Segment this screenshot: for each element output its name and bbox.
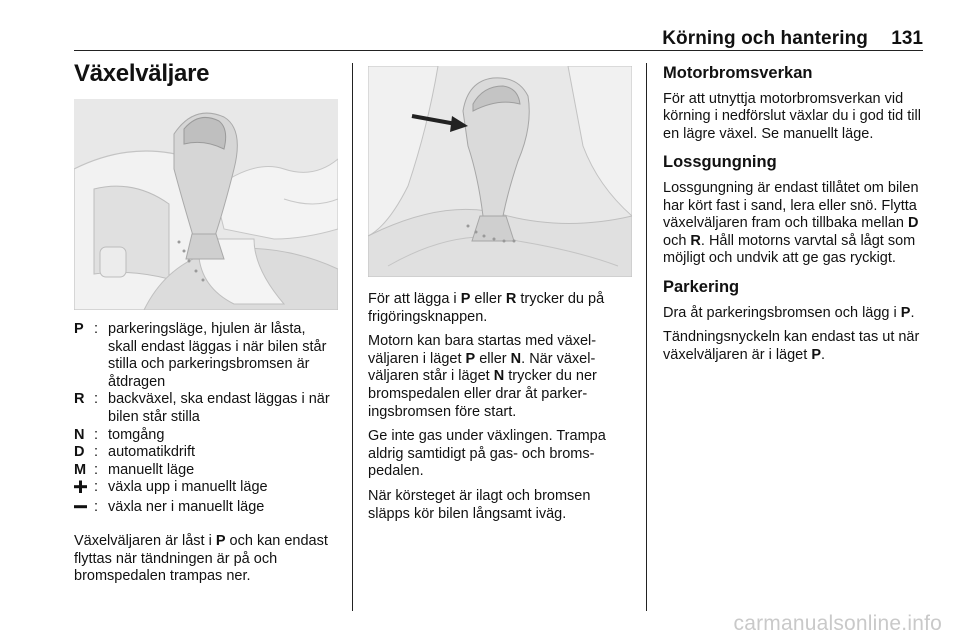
legend-row-m — [74, 462, 336, 480]
legend-colon: : — [94, 426, 99, 443]
legend-key: N — [74, 426, 85, 443]
header-rule — [74, 50, 923, 51]
right-text — [663, 65, 929, 371]
legend-text: backväxel, ska endast läggas i när bilen står stilla — [108, 391, 330, 425]
legend-row-minus — [74, 499, 336, 519]
creep-paragraph: När körsteget är ilagt och bromsen släpps kör bilen långsamt iväg. — [368, 487, 591, 522]
start-paragraph: Motorn kan bara startas med växelväljaren i läget P eller N. När växelväljaren står i läget N trycker du ner bromspedalen eller drar åt parkeringsbromsen före start. — [368, 333, 597, 420]
legend-row-n — [74, 427, 336, 445]
legend-text: parkeringsläge, hjulen är låsta, skall endast läggas i när bilen står stilla och parkeringsbromsen är åtdragen — [108, 321, 327, 390]
legend-colon: : — [94, 391, 99, 408]
lossgungning-heading: Lossgungning — [663, 153, 777, 172]
section-title: Växelväljare — [74, 60, 210, 87]
legend-text: automatikdrift — [108, 444, 196, 461]
page-number: 131 — [891, 28, 923, 49]
legend-colon: : — [94, 461, 99, 478]
gas-paragraph: Ge inte gas under växlingen. Trampa aldrig samtidigt på gas- och bromspedalen. — [368, 428, 606, 480]
legend-text: växla upp i manuellt läge — [108, 479, 268, 496]
gear-selector-drawing — [74, 99, 338, 310]
gear-selector-illustration — [74, 99, 338, 310]
legend-colon: : — [94, 444, 99, 461]
legend-text: tomgång — [108, 426, 165, 443]
legend-colon: : — [94, 498, 99, 515]
release-button-drawing — [368, 66, 632, 277]
legend-row-p — [74, 321, 336, 391]
plus-icon — [74, 479, 94, 499]
middle-text — [368, 291, 636, 530]
legend-row-r — [74, 391, 336, 426]
legend-key: D — [74, 444, 85, 461]
lossgungning-paragraph: Lossgungning är endast tillåtet om bilen har kört fast i sand, lera eller snö. Flytta växelväljaren fram och tillbaka mellan D och R. Håll motorns varvtal så lågt som möjligt och undvik att ge gas ryckigt. — [663, 179, 919, 267]
legend-key: R — [74, 391, 85, 408]
release-button-illustration — [368, 66, 632, 277]
column-divider-right — [646, 63, 647, 611]
release-paragraph: För att lägga i P eller R trycker du på frigöringsknappen. — [368, 291, 605, 325]
lock-paragraph: Växelväljaren är låst i P och kan endast flyttas när tändningen är på och bromspedalen trampas ner. — [74, 533, 328, 585]
legend-text: manuellt läge — [108, 461, 195, 478]
legend-key: P — [74, 321, 84, 337]
parkering-paragraph-1: Dra åt parkeringsbromsen och lägg i P. — [663, 304, 915, 321]
legend-row-plus — [74, 479, 336, 499]
watermark: carmanualsonline.info — [733, 612, 942, 635]
gear-position-legend — [74, 321, 336, 519]
motorbroms-heading: Motorbromsverkan — [663, 64, 813, 82]
minus-icon — [74, 499, 94, 519]
parkering-heading: Parkering — [663, 277, 740, 296]
legend-text: växla ner i manuellt läge — [108, 498, 265, 515]
legend-colon: : — [94, 321, 99, 337]
parkering-paragraph-2: Tändningsnyckeln kan endast tas ut när växelväljaren är i läget P. — [663, 329, 920, 363]
legend-colon: : — [94, 479, 99, 496]
legend-key: M — [74, 461, 87, 478]
column-divider-left — [352, 63, 353, 611]
legend-row-d — [74, 444, 336, 462]
chapter-title: Körning och hantering — [662, 28, 868, 49]
motorbroms-paragraph: För att utnyttja motorbromsverkan vid körning i nedförslut växlar du i god tid till en lägre växel. Se manuellt läge. — [663, 90, 921, 142]
